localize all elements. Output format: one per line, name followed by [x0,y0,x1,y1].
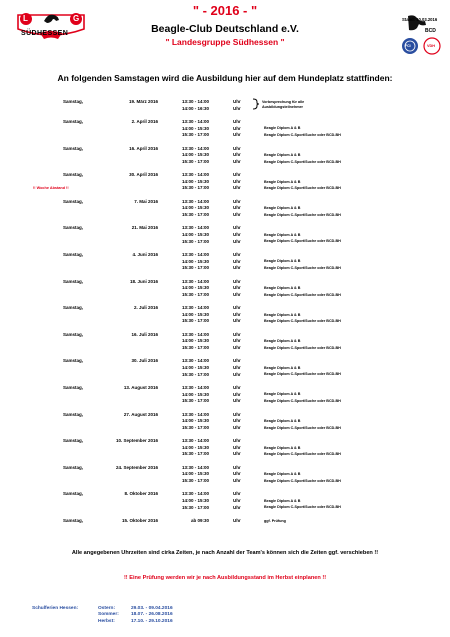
schedule-label: Beagle Diplom A & B [264,259,301,264]
schedule-unit: Uhr [233,152,241,158]
schedule-time: 15:30 - 17:00 [181,291,209,297]
schedule-date: 27. August 2016 [123,411,158,417]
schedule-day: Samstag, [63,278,84,284]
schedule-unit: Uhr [233,318,241,324]
schedule-label: Beagle Diplom C-Sport/Suche oder BCD-BH [264,345,341,350]
schedule-label: Beagle Diplom A & B [264,126,301,131]
schedule-time: 14:00 - 15:30 [181,311,209,317]
schedule-day: Samstag, [63,438,84,444]
schedule-day: Samstag, [63,119,84,124]
schedule-day: Samstag, [63,198,84,204]
schedule-day: Samstag, [63,464,84,470]
schedule-date: 7. Mai 2016 [134,198,158,204]
schedule-day: Samstag, [63,331,84,337]
schedule-unit: Uhr [233,365,241,370]
schedule-time: 13:30 - 14:00 [181,331,209,337]
schedule-time: 15:30 - 17:00 [181,265,209,271]
holiday-label: Ostern: [98,606,116,611]
schedule-time: 13:30 - 14:00 [181,411,209,417]
schedule-time: 14:00 - 16:30 [181,105,209,111]
schedule-day: Samstag, [63,518,84,523]
schedule-unit: Uhr [233,391,241,397]
schedule-day: Samstag, [63,411,84,417]
schedule-label: Beagle Diplom C-Sport/Suche oder BCD-BH [264,292,341,297]
intro-text: An folgenden Samstagen wird die Ausbildung hier auf dem Hundeplatz stattfinden: [57,73,393,83]
schedule-unit: Uhr [233,471,241,477]
schedule-date: 19. März 2016 [128,99,158,104]
schedule-unit: Uhr [233,198,241,204]
schedule-time: 13:30 - 14:00 [181,225,209,231]
schedule-time: 15:30 - 17:00 [181,318,209,324]
brace-icon [252,98,260,110]
schedule-label: Beagle Diplom C-Sport/Suche oder BCD-BH [264,133,341,137]
schedule-label: Beagle Diplom A & B [264,206,301,211]
page-title: " - 2016 - " [192,3,258,18]
schedule-note: Vorbesprechung für alle [262,99,305,104]
schedule-date: 2. April 2016 [131,119,158,124]
schedule-unit: Uhr [233,498,241,503]
schedule-time: 15:30 - 17:00 [181,504,209,510]
schedule-unit: Uhr [233,119,241,124]
schedule-unit: Uhr [233,398,241,404]
schedule-label: Beagle Diplom A & B [264,232,301,237]
schedule-day: Samstag, [63,305,84,311]
schedule-label: Beagle Diplom A & B [264,365,301,370]
schedule-unit: Uhr [233,178,241,184]
schedule-time: 14:00 - 15:30 [181,232,209,237]
schedule-label: Beagle Diplom A & B [264,498,301,503]
schedule-unit: Uhr [233,358,241,364]
schedule-unit: Uhr [233,371,241,377]
schedule-label: Beagle Diplom C-Sport/Suche oder BCD-BH [264,372,341,377]
schedule-label: Beagle Diplom A & B [264,179,301,184]
fci-badge: FCI [405,44,411,48]
schedule-unit: Uhr [233,385,241,390]
schedule-unit: Uhr [233,145,241,151]
schedule-time: 13:30 - 14:00 [181,305,209,311]
schedule-date: 21. Mai 2016 [131,225,158,231]
schedule-day: Samstag, [63,172,84,178]
schedule-unit: Uhr [233,278,241,284]
schedule-label: Beagle Diplom A & B [264,286,301,290]
schedule-time: 15:30 - 17:00 [181,478,209,483]
club-name: Beagle-Club Deutschland e.V. [151,23,299,35]
schedule-time: 15:30 - 17:00 [181,185,209,191]
schedule-time: 14:00 - 15:30 [181,205,209,211]
schedule-unit: Uhr [233,158,241,164]
schedule-date: 2. Juli 2016 [133,305,158,311]
schedule-date: 18. Juni 2016 [129,278,158,284]
schedule-day: Samstag, [63,145,84,151]
group-name: " Landesgruppe Südhessen " [165,37,285,47]
schedule-unit: Uhr [233,504,241,510]
holiday-label: Sommer: [98,612,119,618]
footer-warning: !! Eine Prüfung werden wir je nach Ausbildungsstand im Herbst einplanen !! [123,575,327,581]
schedule-unit: Uhr [233,238,241,244]
stand-date: Stand: 10.03.2016 [402,17,438,22]
schedule-label: Beagle Diplom C-Sport/Suche oder BCD-BH [264,266,341,270]
schedule-label: ggf. Prüfung [264,518,286,523]
schedule-label: Beagle Diplom C-Sport/Suche oder BCD-BH [264,186,341,191]
schedule-unit: Uhr [233,172,241,178]
schedule-unit: Uhr [233,132,241,138]
schedule-label: Beagle Diplom A & B [264,153,301,157]
holiday-label: Herbst: [98,618,115,624]
schedule-label: Beagle Diplom C-Sport/Suche oder BCD-BH [264,212,341,217]
holiday-range: 17.10. - 29.10.2016 [131,618,173,624]
schedule-label: Beagle Diplom A & B [264,312,301,317]
schedule-time: 14:00 - 15:30 [181,365,209,370]
schedule-unit: Uhr [233,451,241,457]
schedule-time: 14:00 - 15:30 [181,125,209,131]
schedule-time: 15:30 - 17:00 [181,451,209,457]
schedule-unit: Uhr [233,311,241,317]
logo-suedhessen-text: SÜDHESSEN [21,30,69,37]
schedule-label: Beagle Diplom C-Sport/Suche oder BCD-BH [264,319,341,324]
vdh-badge: VDH [427,44,436,48]
schedule-time: 13:30 - 14:00 [181,252,209,257]
schedule-day: Samstag, [63,225,84,231]
schedule-unit: Uhr [233,285,241,291]
schedule-time: 13:30 - 14:00 [181,99,209,104]
schedule-date: 16. April 2016 [129,145,158,151]
schedule-label: Beagle Diplom A & B [264,472,301,477]
schedule-time: 15:30 - 17:00 [181,132,209,138]
schedule-unit: Uhr [233,338,241,344]
schedule-time: 15:30 - 17:00 [181,158,209,164]
schedule-unit: Uhr [233,185,241,191]
schedule-unit: Uhr [233,105,241,111]
holidays-title: Schulferien Hessen: [32,606,79,611]
schedule-day: Samstag, [63,358,84,364]
holiday-range: 29.03. - 09.04.2016 [131,606,173,611]
bcd-text: BCD [425,28,436,34]
schedule-label: Beagle Diplom C-Sport/Suche oder BCD-BH [264,505,341,510]
schedule-label: Beagle Diplom A & B [264,339,301,344]
schedule-time: 14:00 - 15:30 [181,258,209,264]
schedule-label: Beagle Diplom C-Sport/Suche oder BCD-BH [264,425,341,430]
schedule-time: 13:30 - 14:00 [181,491,209,497]
schedule-time: 13:30 - 14:00 [181,145,209,151]
schedule-time: 15:30 - 17:00 [181,345,209,350]
schedule-date: 24. September 2016 [115,464,158,470]
schedule-unit: Uhr [233,438,241,444]
schedule-unit: Uhr [233,424,241,430]
schedule-unit: Uhr [233,478,241,483]
schedule-date: 16. Juli 2016 [131,331,158,337]
schedule-label: Beagle Diplom A & B [264,445,301,450]
schedule-time: 14:00 - 15:30 [181,498,209,503]
schedule-time: 14:00 - 15:30 [181,444,209,450]
schedule-time: 14:00 - 15:30 [181,471,209,477]
schedule-unit: Uhr [233,491,241,497]
schedule-date: 30. April 2016 [129,172,158,178]
schedule-day: Samstag, [63,385,84,390]
schedule-unit: Uhr [233,331,241,337]
schedule-time: 15:30 - 17:00 [181,238,209,244]
schedule-time: 14:00 - 15:30 [181,152,209,158]
schedule-label: Beagle Diplom C-Sport/Suche oder BCD-BH [264,159,341,164]
schedule-unit: Uhr [233,305,241,311]
schedule-label: Beagle Diplom C-Sport/Suche oder BCD-BH [264,478,341,483]
schedule-label: Beagle Diplom C-Sport/Suche oder BCD-BH [264,452,341,457]
schedule-time: 15:30 - 17:00 [181,371,209,377]
schedule-time: ab 09:30 [190,518,209,523]
schedule-label: Beagle Diplom C-Sport/Suche oder BCD-BH [264,239,341,244]
schedule-day: Samstag, [63,252,84,257]
schedule-date: 13. August 2016 [123,385,158,390]
schedule-date: 10. September 2016 [115,438,158,444]
schedule-time: 15:30 - 17:00 [181,212,209,217]
schedule-unit: Uhr [233,345,241,350]
schedule-time: 15:30 - 17:00 [181,398,209,404]
schedule-day: Samstag, [63,99,84,104]
schedule-unit: Uhr [233,205,241,211]
schedule-time: 14:00 - 15:30 [181,391,209,397]
schedule-unit: Uhr [233,444,241,450]
schedule-time: 13:30 - 14:00 [181,278,209,284]
schedule-date: 4. Juni 2016 [132,252,158,257]
schedule-unit: Uhr [233,258,241,264]
holiday-range: 18.07. - 26.08.2016 [131,612,173,618]
schedule-day: Samstag, [63,491,84,497]
schedule-warning: !! Woche Abstand !! [33,186,69,190]
schedule-unit: Uhr [233,99,241,104]
schedule-note: Ausbildungsteilnehmer [262,104,303,109]
schedule-date: 15. Oktober 2016 [121,518,158,523]
schedule-time: 15:30 - 17:00 [181,424,209,430]
schedule-time: 13:30 - 14:00 [181,198,209,204]
schedule-unit: Uhr [233,418,241,424]
schedule-time: 13:30 - 14:00 [181,464,209,470]
schedule-unit: Uhr [233,125,241,131]
schedule-date: 8. Oktober 2016 [124,491,158,497]
schedule-time: 14:00 - 15:30 [181,285,209,291]
schedule-time: 13:30 - 14:00 [181,358,209,364]
schedule-label: Beagle Diplom A & B [264,392,301,397]
schedule-label: Beagle Diplom A & B [264,419,301,423]
schedule-unit: Uhr [233,464,241,470]
schedule-unit: Uhr [233,212,241,217]
footer-note: Alle angegebenen Uhrzeiten sind cirka Zeiten, je nach Anzahl der Team's können sich die Zeiten ggf. verschieben !! [71,550,379,556]
schedule-unit: Uhr [233,411,241,417]
schedule-unit: Uhr [233,518,241,523]
logo-letter-g: G [73,14,80,23]
logo-letter-l: L [23,14,28,23]
schedule-date: 30. Juli 2016 [131,358,158,364]
schedule-time: 13:30 - 14:00 [181,385,209,390]
schedule-label: Beagle Diplom C-Sport/Suche oder BCD-BH [264,399,341,403]
schedule-unit: Uhr [233,252,241,257]
schedule-unit: Uhr [233,265,241,271]
schedule-time: 14:00 - 15:30 [181,178,209,184]
schedule-unit: Uhr [233,225,241,231]
schedule-time: 13:30 - 14:00 [181,172,209,178]
schedule-time: 13:30 - 14:00 [181,438,209,444]
schedule-time: 14:00 - 15:30 [181,338,209,344]
schedule-time: 14:00 - 15:30 [181,418,209,424]
schedule-time: 13:30 - 14:00 [181,119,209,124]
schedule-unit: Uhr [233,232,241,237]
schedule-unit: Uhr [233,291,241,297]
